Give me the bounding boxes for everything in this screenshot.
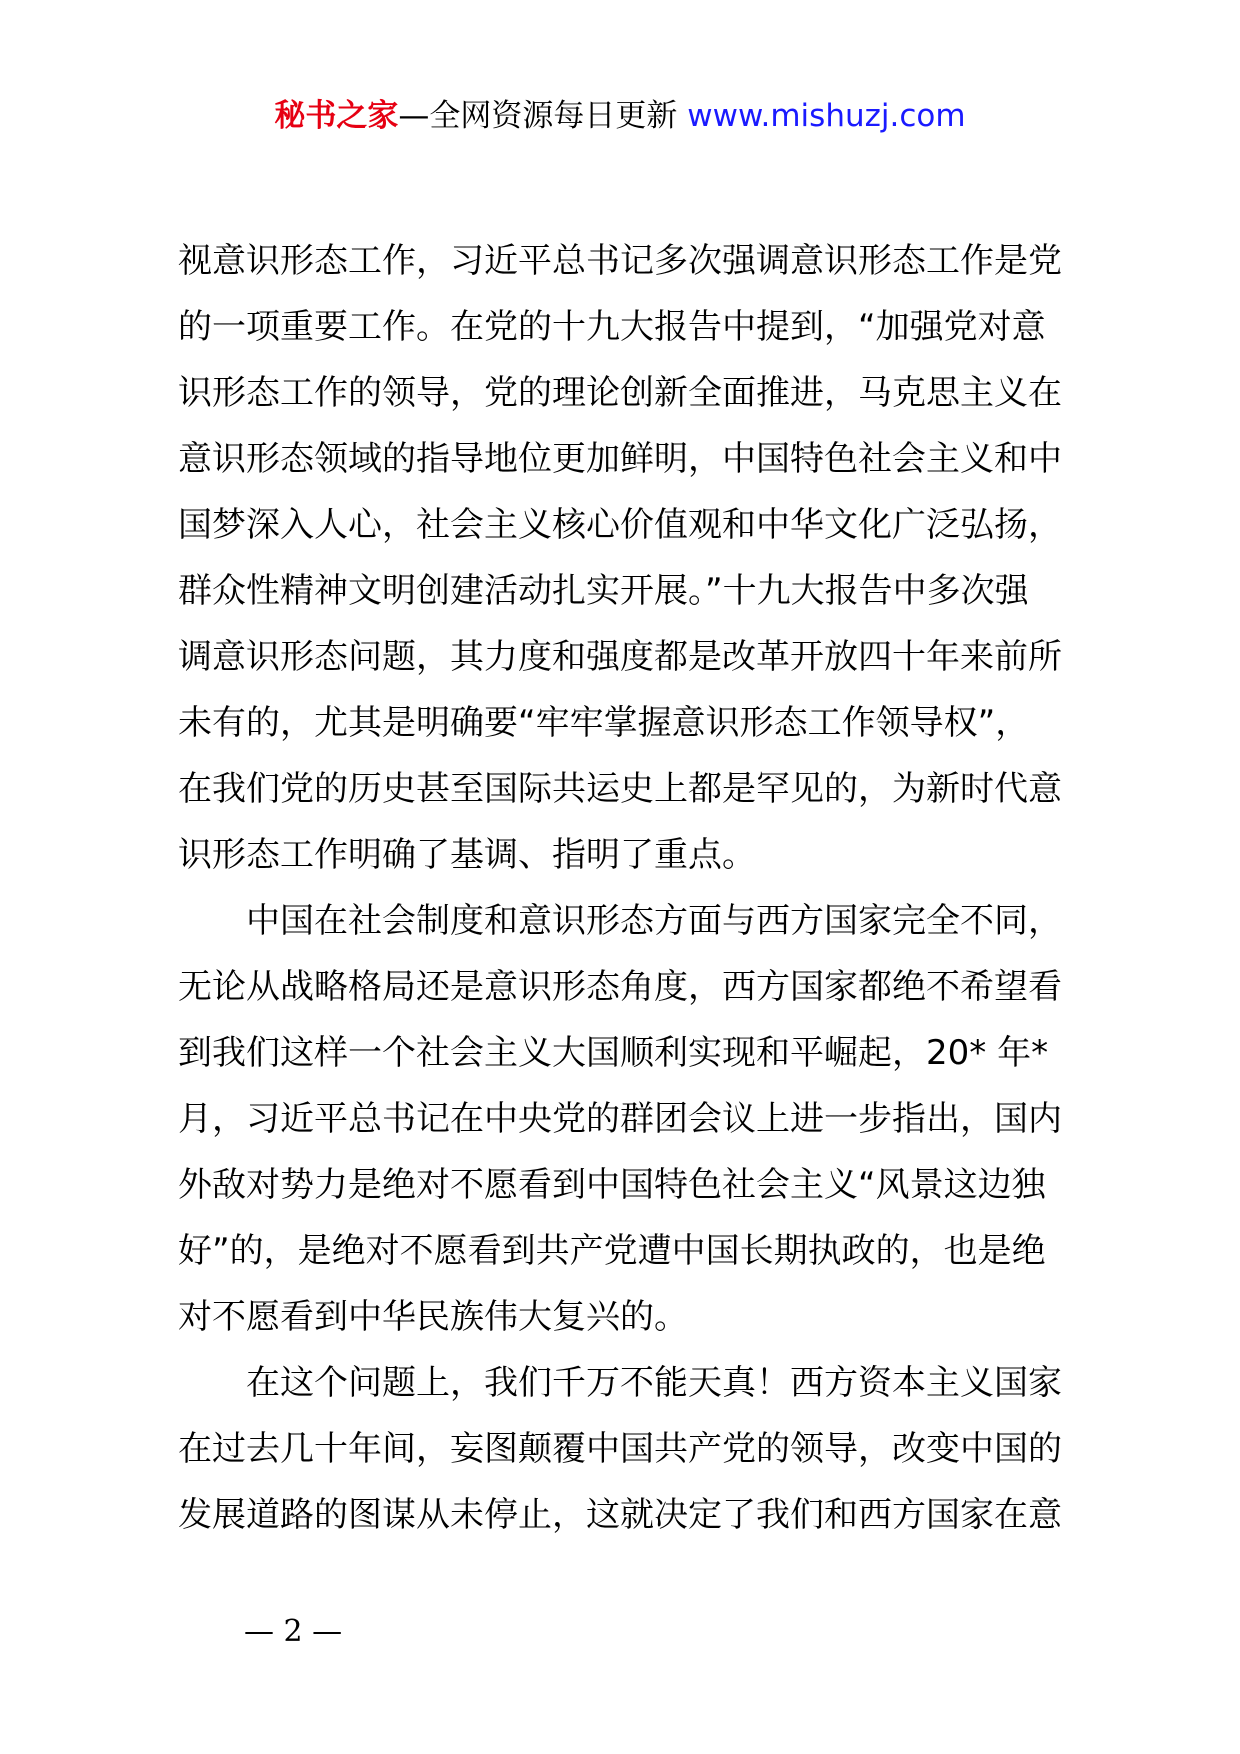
- text-line: 识形态工作的领导，党的理论创新全面推进，马克思主义在: [178, 373, 1062, 413]
- text-line: 在过去几十年间，妄图颠覆中国共产党的领导，改变中国的: [178, 1429, 1062, 1469]
- text-line: 群众性精神文明创建活动扎实开展。”十九大报告中多次强: [178, 571, 1029, 611]
- text-line: 未有的，尤其是明确要“牢牢掌握意识形态工作领导权”，: [178, 703, 1030, 743]
- paragraph-start-line: 在这个问题上，我们千万不能天真！西方资本主义国家: [246, 1363, 1062, 1403]
- text-line: 在我们党的历史甚至国际共运史上都是罕见的，为新时代意: [178, 769, 1062, 809]
- site-header: [0, 96, 1240, 136]
- text-line: 国梦深入人心，社会主义核心价值观和中华文化广泛弘扬，: [178, 505, 1062, 545]
- site-brand: 秘书之家: [274, 98, 399, 134]
- page-number: — 2 —: [244, 1614, 343, 1649]
- text-line: 到我们这样一个社会主义大国顺利实现和平崛起，20* 年*: [178, 1033, 1049, 1073]
- site-slogan: —全网资源每日更新: [398, 98, 678, 134]
- site-url-link[interactable]: www.mishuzj.com: [687, 98, 966, 134]
- paragraph-start-line: 中国在社会制度和意识形态方面与西方国家完全不同，: [246, 901, 1062, 941]
- text-line: 调意识形态问题，其力度和强度都是改革开放四十年来前所: [178, 637, 1062, 677]
- text-line: 外敌对势力是绝对不愿看到中国特色社会主义“风景这边独: [178, 1165, 1046, 1205]
- text-line: 好”的，是绝对不愿看到共产党遭中国长期执政的，也是绝: [178, 1231, 1046, 1271]
- text-line: 识形态工作明确了基调、指明了重点。: [178, 835, 756, 875]
- text-line: 对不愿看到中华民族伟大复兴的。: [178, 1297, 688, 1337]
- text-line: 月，习近平总书记在中央党的群团会议上进一步指出，国内: [178, 1099, 1062, 1139]
- text-line: 发展道路的图谋从未停止，这就决定了我们和西方国家在意: [178, 1495, 1062, 1535]
- text-line: 视意识形态工作，习近平总书记多次强调意识形态工作是党: [178, 241, 1062, 281]
- text-line: 意识形态领域的指导地位更加鲜明，中国特色社会主义和中: [178, 439, 1062, 479]
- text-line: 的一项重要工作。在党的十九大报告中提到，“加强党对意: [178, 307, 1046, 347]
- document-body: [178, 228, 1078, 1548]
- text-line: 无论从战略格局还是意识形态角度，西方国家都绝不希望看: [178, 967, 1062, 1007]
